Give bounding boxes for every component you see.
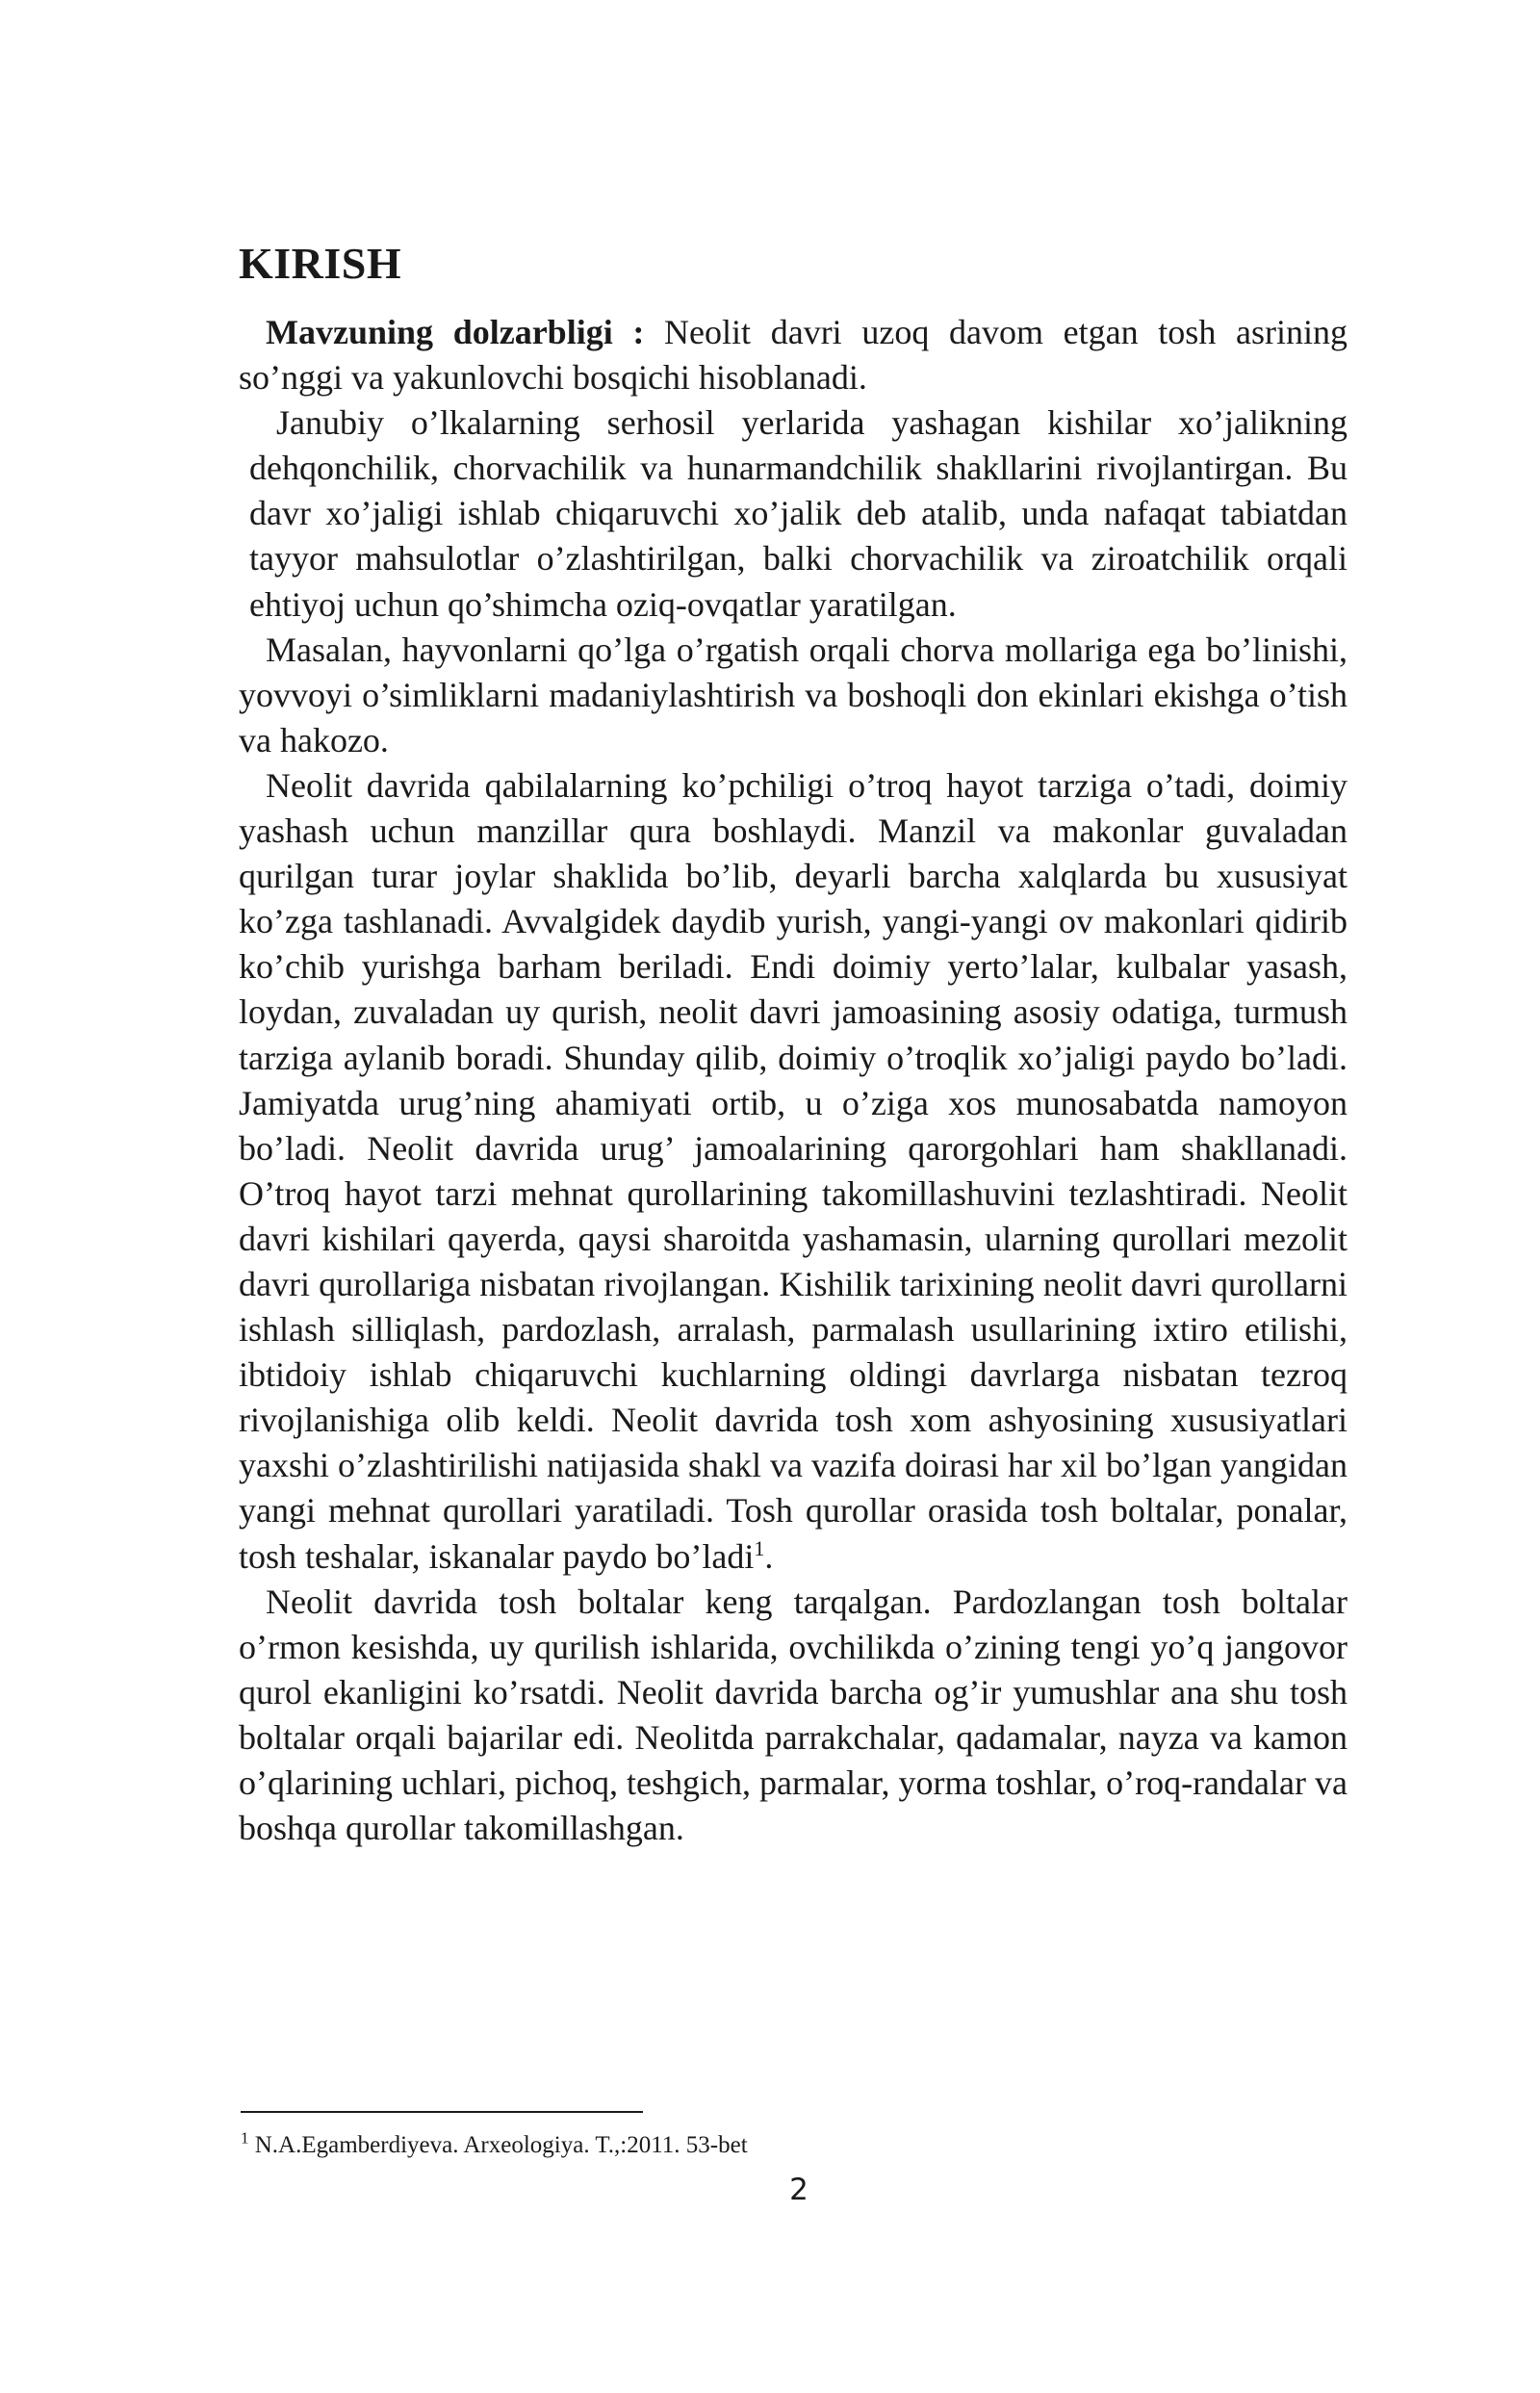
paragraph-stone-axes: Neolit davrida tosh boltalar keng tarqalgan. Pardozlangan tosh boltalar o’rmon kesishda, uy qurilish ishlarida, ovchilikda o’zining tengi yo’q jangovor qurol ekanligini ko’rsatdi. Neolit davrida barcha og’ir yumushlar ana shu tosh boltalar orqali bajarilar edi. Neolitda parrakchalar, qadamalar, nayza va kamon o’qlarining uchlari, pichoq, teshgich, parmalar, yorma toshlar, o’roq-randalar va boshqa qurollar takomillashgan. (239, 1582, 1348, 1848)
sedentary-life-text: Neolit davrida qabilalarning ko’pchiligi o’troq hayot tarziga o’tadi, doimiy yashash uchun manzillar qura boshlaydi. Manzil va makonlar guvaladan qurilgan turar joylar shaklida bo’lib, deyarli barcha xalqlarda bu xususiyat ko’zga tashlanadi. Avvalgidek daydib yurish, yangi-yangi ov makonlari qidirib ko’chib yurishga barham beriladi. Endi doimiy yerto’lalar, kulbalar yasash, loydan, zuvaladan uy qurish, neolit davri jamoasining asosiy odatiga, turmush tarziga aylanib boradi. Shunday qilib, doimiy o’troqlik xo’jaligi paydo bo’ladi. Jamiyatda urug’ning ahamiyati ortib, u o’ziga xos munosabatda namoyon bo’ladi. Neolit davrida urug’ jamoalarining qarorgohlari ham shakllanadi. O’troq hayot tarzi mehnat qurollarining takomillashuvini tezlashtiradi. Neolit davri kishilari qayerda, qaysi sharoitda yashamasin, ularning qurollari mezolit davri qurollariga nisbatan rivojlangan. Kishilik tarixining neolit davri qurollarni ishlash silliqlash, pardozlash, arralash, parmalash usullarining ixtiro etilishi, ibtidoiy ishlab chiqaruvchi kuchlarning oldingi davrlarga nisbatan tezroq rivojlanishiga olib keldi. Neolit davrida tosh xom ashyosining xususiyatlari yaxshi o’zlashtirilishi natijasida shakl va vazifa doirasi har xil bo’lgan yangidan yangi mehnat qurollari yaratiladi. Tosh qurollar orasida tosh boltalar, ponalar, tosh teshalar, iskanalar paydo bo’ladi (239, 765, 1348, 1576)
paragraph-relevance (239, 310, 1348, 400)
footnote-reference[interactable]: 1 (754, 1535, 765, 1560)
body-text (239, 310, 1348, 1851)
paragraph-sedentary-life (239, 763, 1348, 1580)
footnote-marker: 1 (241, 2128, 249, 2148)
page-number: 2 (789, 2173, 808, 2207)
footnote-separator (241, 2111, 643, 2113)
relevance-label: Mavzuning dolzarbligi : (266, 313, 645, 351)
paragraph-example: Masalan, hayvonlarni qo’lga o’rgatish orqali chorva mollariga ega bo’linishi, yovvoyi o’simliklarni madaniylashtirish va boshoqli don ekinlari ekishga o’tish va hakozo. (239, 630, 1348, 759)
paragraph-southern-lands: Janubiy o’lkalarning serhosil yerlarida yashagan kishilar xo’jalikning dehqonchilik, chorvachilik va hunarmandchilik shakllarini rivojlantirgan. Bu davr xo’jaligi ishlab chiqaruvchi xo’jalik deb atalib, unda nafaqat tabiatdan tayyor mahsulotlar o’zlashtirilgan, balki chorvachilik va ziroatchilik orqali ehtiyoj uchun qo’shimcha oziq-ovqatlar yaratilgan. (249, 403, 1348, 624)
relevance-text: Neolit davri uzoq davom etgan tosh asrining so’nggi va yakunlovchi bosqichi hisoblanadi. (239, 313, 1348, 398)
sedentary-life-end: . (764, 1536, 774, 1576)
footnote (241, 2128, 748, 2160)
section-heading: KIRISH (239, 239, 402, 288)
footnote-text: N.A.Egamberdiyeva. Arxeologiya. T.,:2011. 53-bet (248, 2132, 748, 2158)
